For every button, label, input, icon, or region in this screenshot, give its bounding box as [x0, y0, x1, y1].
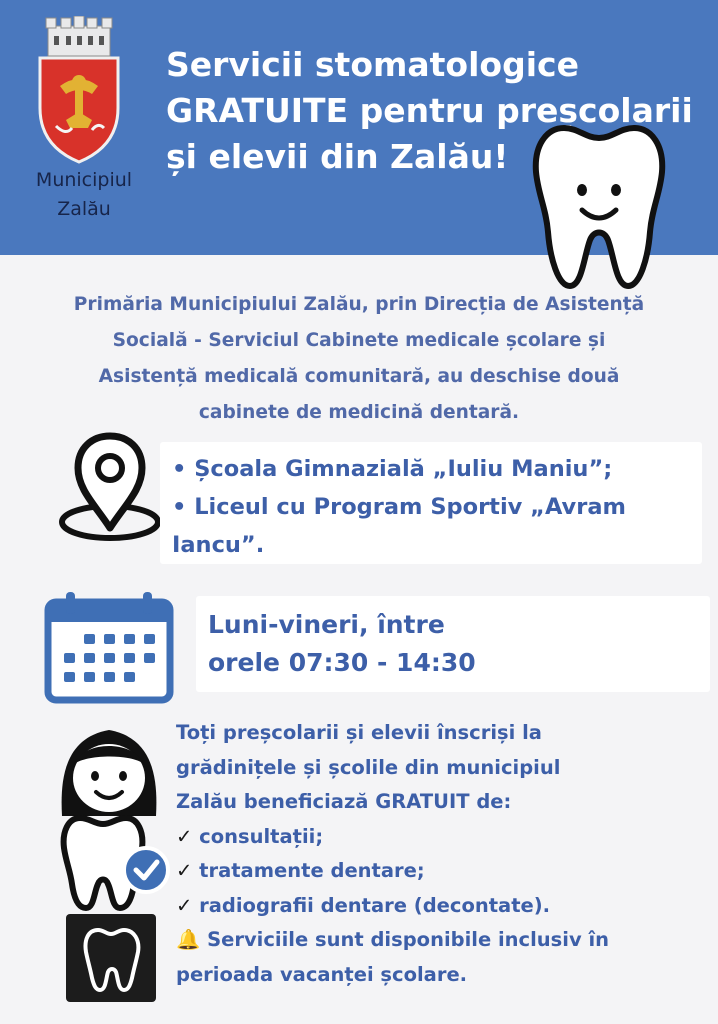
location-item: • Școala Gimnazială „Iuliu Maniu”;: [172, 456, 613, 482]
schedule-days: Luni-vineri, între: [208, 610, 445, 639]
bell-icon: 🔔: [176, 928, 201, 951]
tooth-check-icon: [60, 812, 172, 912]
title-line-2: GRATUITE pentru preșcolarii: [166, 91, 693, 130]
dental-xray-icon: [64, 912, 158, 1004]
benefits-intro-line: Toți preșcolarii și elevii înscriși la: [176, 721, 542, 744]
intro-text: [6, 287, 712, 431]
benefit-label: radiografii dentare (decontate).: [199, 893, 551, 917]
location-item: • Liceul cu Program Sportiv „Avram: [172, 494, 626, 520]
girl-face-icon: [54, 720, 164, 820]
calendar-icon: [44, 592, 174, 704]
schedule-hours: orele 07:30 - 14:30: [208, 648, 476, 677]
benefit-label: tratamente dentare;: [199, 859, 425, 882]
municipality-line-2: Zalău: [57, 198, 111, 220]
benefit-item: [176, 854, 712, 889]
intro-line: Primăria Municipiului Zalău, prin Direcția de Asistență: [73, 294, 645, 315]
municipality-line-1: Municipiul: [35, 169, 133, 191]
intro-line: cabinete de medicină dentară.: [198, 402, 520, 423]
checkmark-icon: ✓: [176, 824, 193, 848]
municipality-label: [14, 166, 154, 224]
note-text: Serviciile sunt disponibile inclusiv în: [207, 928, 610, 951]
location-item: Iancu”.: [172, 532, 265, 558]
intro-line: Asistență medicală comunitară, au deschise două: [98, 366, 620, 387]
coat-of-arms-icon: [36, 16, 122, 164]
benefits-intro-line: grădinițele și școlile din municipiul: [176, 755, 561, 779]
schedule-text: [208, 606, 698, 682]
title-line-1: Servicii stomatologice: [166, 45, 579, 84]
checkmark-icon: ✓: [176, 859, 193, 882]
benefit-item: [176, 820, 712, 855]
intro-line: Socială - Serviciul Cabinete medicale școlare și: [112, 330, 606, 351]
title-line-3: și elevii din Zalău!: [166, 137, 509, 176]
benefits-intro-line: Zalău beneficiază GRATUIT de:: [176, 790, 512, 813]
benefits-text: [176, 716, 712, 992]
benefit-item: [176, 889, 712, 924]
note-line: perioada vacanței școlare.: [176, 962, 468, 986]
note-line: [176, 923, 712, 958]
benefit-label: consultații;: [199, 824, 324, 848]
location-pin-icon: [56, 432, 164, 544]
locations-list: [172, 450, 702, 564]
checkmark-icon: ✓: [176, 893, 193, 917]
smiling-tooth-icon: [528, 120, 670, 292]
